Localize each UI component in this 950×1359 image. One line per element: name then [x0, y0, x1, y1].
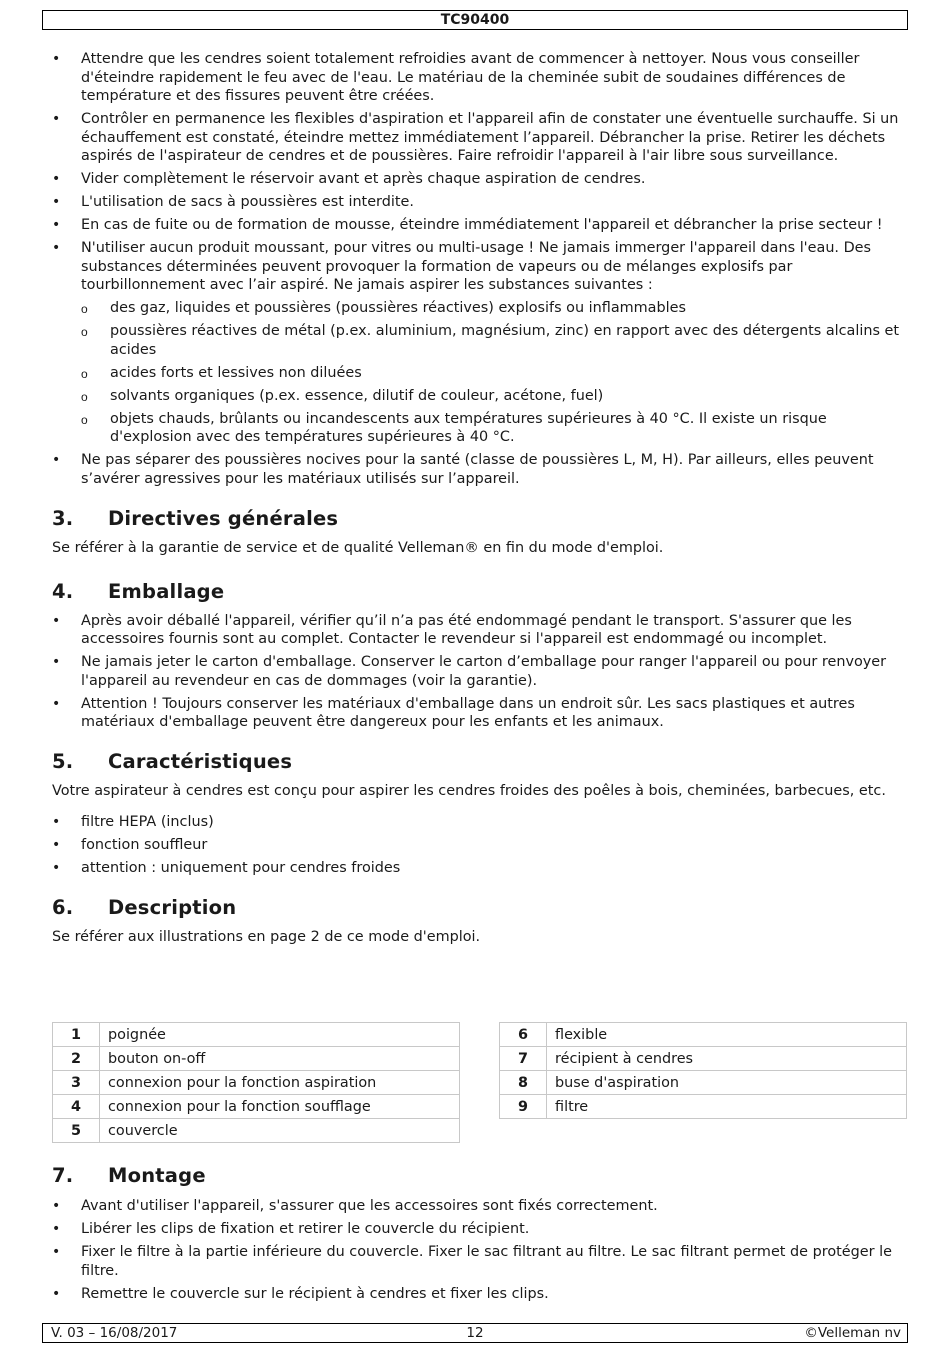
- part-number: 1: [53, 1023, 100, 1047]
- page-footer: [42, 1323, 908, 1343]
- section-number: 7.: [52, 1164, 74, 1187]
- list-item: • Contrôler en permanence les flexibles d'aspiration et l'appareil afin de constater une éventuelle surchauffe. Si un échauffement est constaté, éteindre mettez immédiatement l’appareil. Débrancher la prise. Retirer les déchets aspirés de l'aspirateur de cendres et de poussières. Faire refroidir l'appareil à l'air libre sous surveillance.: [52, 110, 908, 166]
- sub-list-item: o des gaz, liquides et poussières (poussières réactives) explosifs ou inflammables: [81, 299, 908, 318]
- packaging-list: [52, 612, 908, 732]
- header-title: TC90400: [440, 12, 510, 28]
- section-number: 4.: [52, 579, 74, 603]
- list-item: • fonction souffleur: [52, 836, 908, 855]
- section-text: Se référer aux illustrations en page 2 de ce mode d'emploi.: [52, 928, 481, 945]
- list-item: • L'utilisation de sacs à poussières est interdite.: [52, 193, 908, 212]
- table-row: [500, 1095, 907, 1119]
- section-title: Caractéristiques: [108, 749, 293, 773]
- list-item: • Attention ! Toujours conserver les matériaux d'emballage dans un endroit sûr. Les sacs plastiques et autres matériaux d'emballage peuvent être dangereux pour les enfants et les animaux.: [52, 695, 908, 732]
- description-table-right: [499, 1022, 907, 1119]
- part-label: connexion pour la fonction soufflage: [100, 1095, 460, 1119]
- section-number: 3.: [52, 507, 74, 530]
- table-row: [500, 1071, 907, 1095]
- section-heading-6: [52, 896, 908, 920]
- section-heading-5: [52, 750, 908, 774]
- sub-list-item: o solvants organiques (p.ex. essence, dilutif de couleur, acétone, fuel): [81, 387, 908, 406]
- section-title: Description: [108, 895, 237, 919]
- assembly-list: [52, 1197, 908, 1303]
- list-item: • Après avoir déballé l'appareil, vérifier qu’il n’a pas été endommagé pendant le transport. S'assurer que les accessoires fournis sont au complet. Contacter le revendeur si l'appareil est endommagé ou incomplet.: [52, 612, 908, 649]
- part-label: récipient à cendres: [547, 1047, 907, 1071]
- list-item: • Vider complètement le réservoir avant et après chaque aspiration de cendres.: [52, 170, 908, 189]
- features-list: [52, 813, 908, 878]
- table-row: [53, 1119, 460, 1143]
- part-number: 5: [53, 1119, 100, 1143]
- part-number: 2: [53, 1047, 100, 1071]
- footer-version: V. 03 – 16/08/2017: [51, 1325, 178, 1341]
- section-7: [52, 1164, 908, 1308]
- list-item: • Ne jamais jeter le carton d'emballage. Conserver le carton d’emballage pour ranger l'appareil ou pour renvoyer l'appareil au revendeur en cas de dommages (voir la garantie).: [52, 653, 908, 690]
- list-item: • En cas de fuite ou de formation de mousse, éteindre immédiatement l'appareil et débrancher la prise secteur !: [52, 216, 908, 235]
- description-table-left: [52, 1022, 460, 1143]
- footer-page-number: 12: [466, 1325, 484, 1341]
- section-heading-4: [52, 580, 908, 604]
- table-row: [53, 1071, 460, 1095]
- part-label: buse d'aspiration: [547, 1071, 907, 1095]
- safety-list: [52, 50, 908, 488]
- part-label: filtre: [547, 1095, 907, 1119]
- section-heading-3: [52, 507, 908, 531]
- table-row: [53, 1023, 460, 1047]
- list-item: • Libérer les clips de fixation et retirer le couvercle du récipient.: [52, 1220, 908, 1239]
- part-number: 6: [500, 1023, 547, 1047]
- part-label: poignée: [100, 1023, 460, 1047]
- sub-list-item: o objets chauds, brûlants ou incandescents aux températures supérieures à 40 °C. Il existe un risque d'explosion avec des températures supérieures à 40 °C.: [81, 410, 908, 447]
- part-number: 7: [500, 1047, 547, 1071]
- part-label: couvercle: [100, 1119, 460, 1143]
- list-item-text: N'utiliser aucun produit moussant, pour vitres ou multi-usage ! Ne jamais immerger l'appareil dans l'eau. Des substances déterminées peuvent provoquer la formation de vapeurs ou de mélanges explosifs par tourbillonnement avec l’air aspiré. Ne jamais aspirer les substances suivantes :: [81, 240, 872, 293]
- page-content: [52, 50, 908, 946]
- list-item: • Ne pas séparer des poussières nocives pour la santé (classe de poussières L, M, H). Par ailleurs, elles peuvent s’avérer agressives pour les matériaux utilisés sur l’appareil.: [52, 451, 908, 488]
- part-label: bouton on-off: [100, 1047, 460, 1071]
- list-item: • Remettre le couvercle sur le récipient à cendres et fixer les clips.: [52, 1285, 908, 1304]
- list-item: • Fixer le filtre à la partie inférieure du couvercle. Fixer le sac filtrant au filtre. Le sac filtrant permet de protéger le filtre.: [52, 1243, 908, 1280]
- section-number: 5.: [52, 749, 74, 773]
- list-item: • attention : uniquement pour cendres froides: [52, 859, 908, 878]
- section-number: 6.: [52, 895, 74, 919]
- substances-list: [81, 299, 908, 447]
- part-number: 8: [500, 1071, 547, 1095]
- table-row: [53, 1095, 460, 1119]
- list-item: [52, 239, 908, 447]
- table-row: [500, 1047, 907, 1071]
- section-text: Votre aspirateur à cendres est conçu pour aspirer les cendres froides des poêles à bois, cheminées, barbecues, etc.: [52, 782, 886, 799]
- part-number: 9: [500, 1095, 547, 1119]
- part-label: flexible: [547, 1023, 907, 1047]
- section-text: Se référer à la garantie de service et de qualité Velleman® en fin du mode d'emploi.: [52, 540, 664, 556]
- table-row: [53, 1047, 460, 1071]
- part-label: connexion pour la fonction aspiration: [100, 1071, 460, 1095]
- sub-list-item: o acides forts et lessives non diluées: [81, 364, 908, 383]
- part-number: 3: [53, 1071, 100, 1095]
- list-item: • filtre HEPA (inclus): [52, 813, 908, 832]
- list-item: • Attendre que les cendres soient totalement refroidies avant de commencer à nettoyer. Nous vous conseiller d'éteindre rapidement le feu avec de l'eau. Le matériau de la cheminée subit de soudaines différences de température et des fissures peuvent être créées.: [52, 50, 908, 106]
- page-header: [42, 10, 908, 30]
- section-heading-7: [52, 1164, 908, 1188]
- section-title: Directives générales: [108, 507, 339, 530]
- sub-list-item: o poussières réactives de métal (p.ex. aluminium, magnésium, zinc) en rapport avec des détergents alcalins et acides: [81, 322, 908, 359]
- section-title: Emballage: [108, 579, 225, 603]
- footer-copyright: ©Velleman nv: [804, 1325, 901, 1341]
- section-title: Montage: [108, 1164, 206, 1187]
- table-row: [500, 1023, 907, 1047]
- list-item: • Avant d'utiliser l'appareil, s'assurer que les accessoires sont fixés correctement.: [52, 1197, 908, 1216]
- part-number: 4: [53, 1095, 100, 1119]
